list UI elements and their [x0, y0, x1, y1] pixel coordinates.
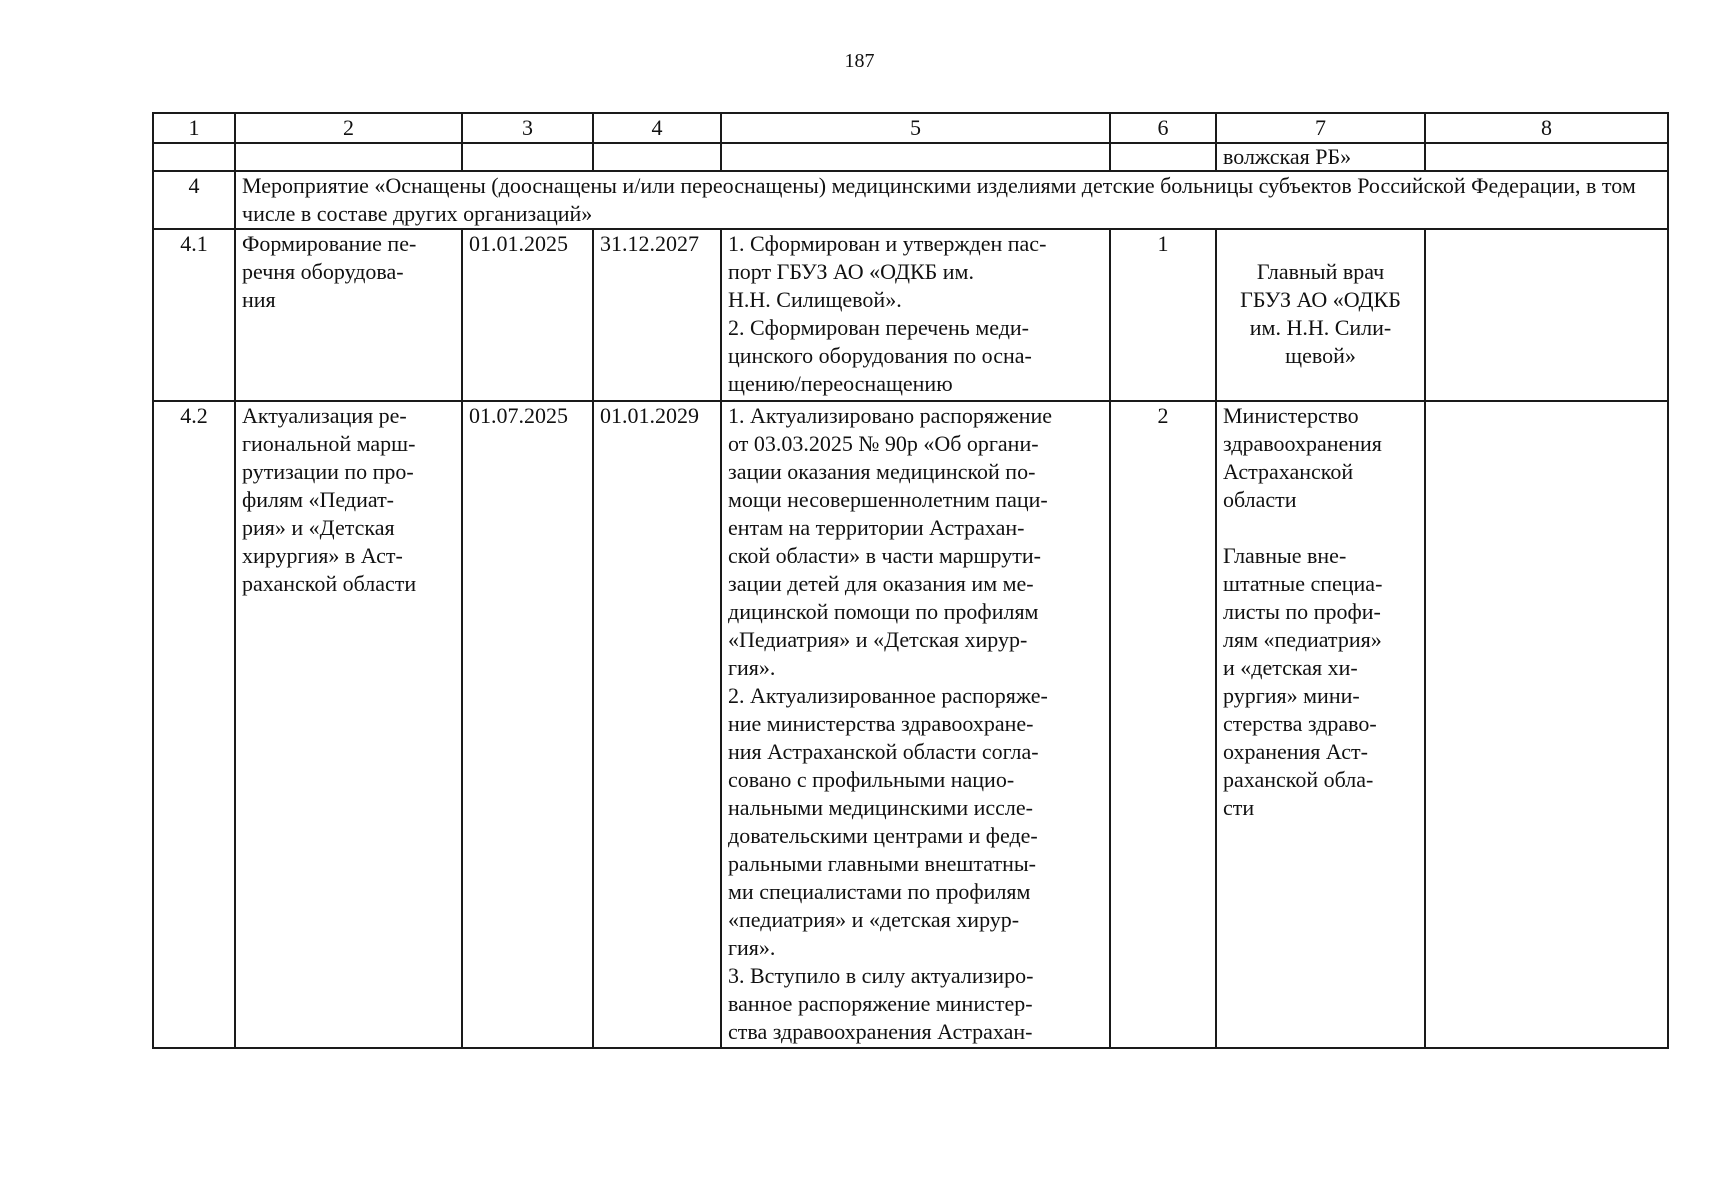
column-number: 6: [1110, 113, 1216, 143]
section-title: Мероприятие «Оснащены (дооснащены и/или переоснащены) медицинскими изделиями детские больницы субъектов Российской Федерации, в том числе в составе других организаций»: [235, 171, 1668, 229]
column-number: 3: [462, 113, 593, 143]
empty-cell: [593, 143, 721, 171]
column-number: 2: [235, 113, 462, 143]
table-row: [153, 401, 1668, 1048]
end-date: 01.01.2029: [593, 401, 721, 1048]
responsible-text: Главный врач ГБУЗ АО «ОДКБ им. Н.Н. Сили- щевой»: [1240, 259, 1401, 368]
responsible-text-secondary: Главные вне- штатные специа- листы по профи- лям «педиатрия» и «детская хи- рургия» мини- стерства здраво- охранения Аст- раханской обла- сти: [1223, 543, 1383, 820]
activity-name: Актуализация ре- гиональной марш- рутизации по про- филям «Педиат- рия» и «Детская хирургия» в Аст- раханской области: [235, 401, 462, 1048]
row-number: 4.1: [153, 229, 235, 401]
empty-cell: [1110, 143, 1216, 171]
start-date: 01.07.2025: [462, 401, 593, 1048]
empty-cell: [1425, 143, 1668, 171]
note-cell: [1425, 401, 1668, 1048]
responsible-text: Министерство здравоохранения Астраханской области: [1223, 403, 1382, 512]
column-number: 8: [1425, 113, 1668, 143]
empty-cell: [462, 143, 593, 171]
activity-results: 1. Сформирован и утвержден пас- порт ГБУЗ АО «ОДКБ им. Н.Н. Силищевой». 2. Сформирован перечень меди- цинского оборудования по осна- щению/переоснащению: [721, 229, 1110, 401]
activity-count: 1: [1110, 229, 1216, 401]
activity-count: 2: [1110, 401, 1216, 1048]
activity-name: Формирование пе- речня оборудова- ния: [235, 229, 462, 401]
row-number: 4.2: [153, 401, 235, 1048]
column-number: 1: [153, 113, 235, 143]
table-row: [153, 229, 1668, 401]
column-number: 7: [1216, 113, 1425, 143]
column-number: 5: [721, 113, 1110, 143]
paragraph-gap: [1223, 514, 1418, 542]
empty-cell: [721, 143, 1110, 171]
responsible-person: [1216, 229, 1425, 401]
section-row: [153, 171, 1668, 229]
page-number: 187: [844, 50, 875, 72]
activity-results: 1. Актуализировано распоряжение от 03.03.2025 № 90р «Об органи- зации оказания медицинской по- мощи несовершеннолетним паци- ентам на территории Астрахан- ской области» в части маршрути- зации детей для оказания им ме- дицинской помощи по профилям «Педиатрия» и «Детская хирур- гия». 2. Актуализированное распоряже- ние министерства здравоохране- ния Астраханской области согла- совано с профильными нацио- нальными медицинскими иссле- довательскими центрами и феде- ральными главными внештатны- ми специалистами по профилям «педиатрия» и «детская хирур- гия». 3. Вступило в силу актуализиро- ванное распоряжение министер- ства здравоохранения Астрахан-: [721, 401, 1110, 1048]
empty-cell: [153, 143, 235, 171]
column-number: 4: [593, 113, 721, 143]
start-date: 01.01.2025: [462, 229, 593, 401]
empty-cell: [235, 143, 462, 171]
note-cell: [1425, 229, 1668, 401]
section-number: 4: [153, 171, 235, 229]
plan-table: [152, 112, 1669, 1049]
carry-over-row: [153, 143, 1668, 171]
column-number-row: [153, 113, 1668, 143]
responsible-person: [1216, 401, 1425, 1048]
end-date: 31.12.2027: [593, 229, 721, 401]
carry-over-text: волжская РБ»: [1216, 143, 1425, 171]
